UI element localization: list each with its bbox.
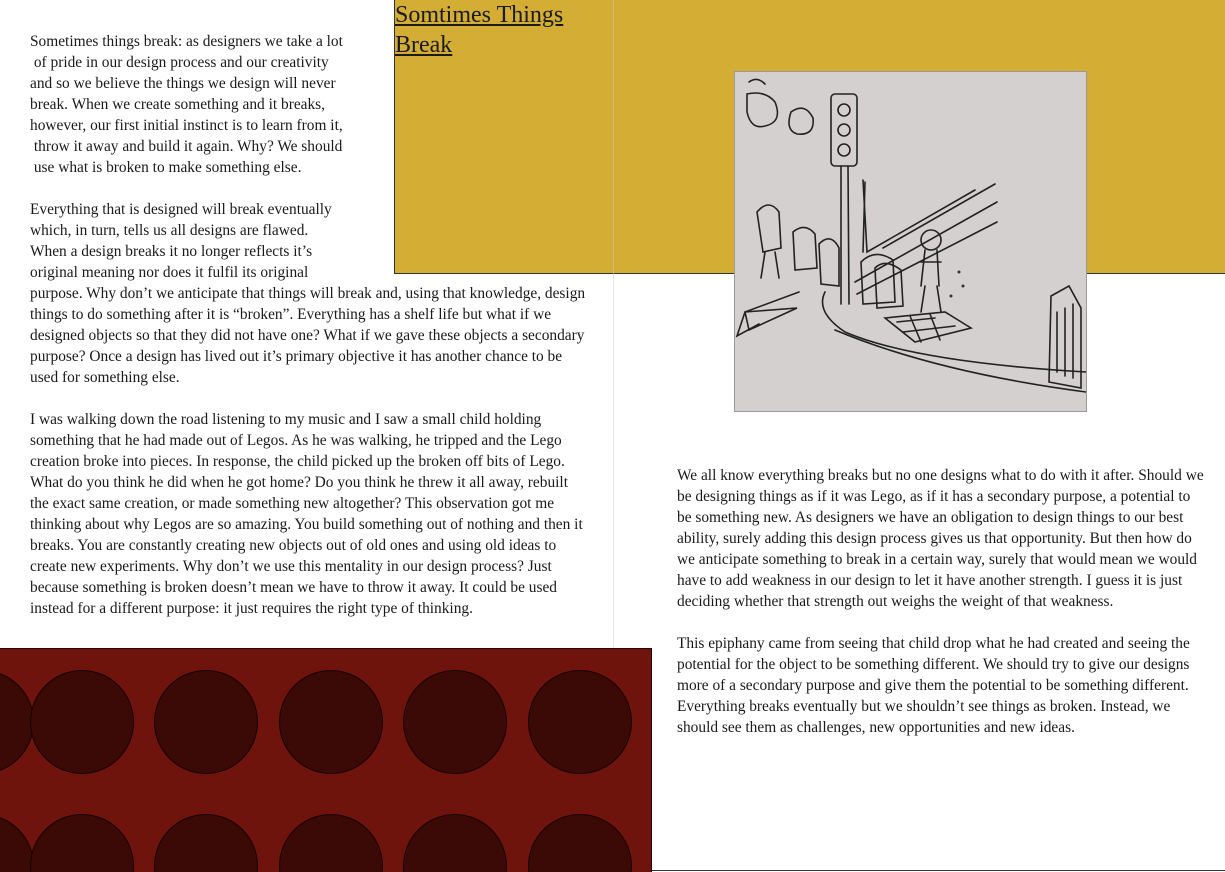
lego-stud <box>0 670 34 774</box>
right-para1: We all know everything breaks but no one designs what to do with it after. Should we be designing things as if it was Lego, as if it has a secondary purpose, a potential to be something new. As designers we have an obligation to design things to our best ability, surely adding this design process gives us that opportunity. But then how do we anticipate something to break in a certain way, surely that would mean we would have to add weakness in our design to let it have another strength. I guess it is just deciding whether that strength out weighs the weight of that weakness. <box>677 467 1204 610</box>
lego-stud <box>30 814 134 872</box>
para1-line: break. When we create something and it breaks, <box>30 96 326 113</box>
para1-line: throw it away and build it again. Why? We should <box>30 138 343 155</box>
lego-stud <box>528 670 632 774</box>
para2-continued: purpose. Why don’t we anticipate that things will break and, using that knowledge, design things to do something after it is “broken”. Everything has a shelf life but what if we designed objects so that they did not have one? What if we gave these objects a secondary purpose? Once a design has lived out it’s primary objective it has another chance to be used for something else. <box>30 285 586 386</box>
bottom-rule <box>652 870 1225 871</box>
lego-stud <box>403 814 507 872</box>
lego-stud <box>403 670 507 774</box>
para2-line: original meaning nor does it fulfil its original <box>30 264 309 281</box>
street-sketch-image <box>734 71 1087 412</box>
lego-stud <box>528 814 632 872</box>
lego-stud <box>154 670 258 774</box>
page-title: Somtimes Things Break <box>395 2 564 58</box>
lego-brick-graphic <box>0 648 652 872</box>
para1-line: of pride in our design process and our creativity <box>30 54 329 71</box>
para2-line: Everything that is designed will break eventually <box>30 201 332 218</box>
para1-line: use what is broken to make something else. <box>30 159 302 176</box>
left-intro-column <box>30 31 390 283</box>
sketch-drawing <box>735 72 1086 411</box>
lego-stud <box>30 670 134 774</box>
right-column <box>677 465 1207 759</box>
para1-line: however, our first initial instinct is to learn from it, <box>30 117 343 134</box>
para1-line: Sometimes things break: as designers we take a lot <box>30 33 343 50</box>
para2-line: which, in turn, tells us all designs are flawed. <box>30 222 309 239</box>
right-para2: This epiphany came from seeing that child drop what he had created and seeing the potential for the object to be something different. We should try to give our designs more of a secondary purpose and give them the potential to be something different. Everything breaks eventually but we shouldn’t see things as broken. Instead, we should see them as challenges, new opportunities and new ideas. <box>677 635 1190 736</box>
para2-line: When a design breaks it no longer reflects it’s <box>30 243 313 260</box>
lego-stud <box>279 670 383 774</box>
left-main-column <box>30 283 590 640</box>
lego-stud <box>0 814 34 872</box>
lego-stud <box>279 814 383 872</box>
lego-stud <box>154 814 258 872</box>
para3: I was walking down the road listening to my music and I saw a small child holding something that he had made out of Legos. As he was walking, he tripped and the Lego creation broke into pieces. In response, the child picked up the broken off bits of Lego. What do you think he did when he got home? Do you think he threw it all away, rebuilt the exact same creation, or made something new altogether? This observation got me thinking about why Legos are so amazing. You build something out of nothing and then it breaks. You are constantly creating new objects out of old ones and using old ideas to create new experiments. Why don’t we use this mentality in our design process? Just because something is broken doesn’t mean we have to throw it away. It could be used instead for a different purpose: it just requires the right type of thinking. <box>30 411 583 617</box>
para1-line: and so we believe the things we design will never <box>30 75 336 92</box>
